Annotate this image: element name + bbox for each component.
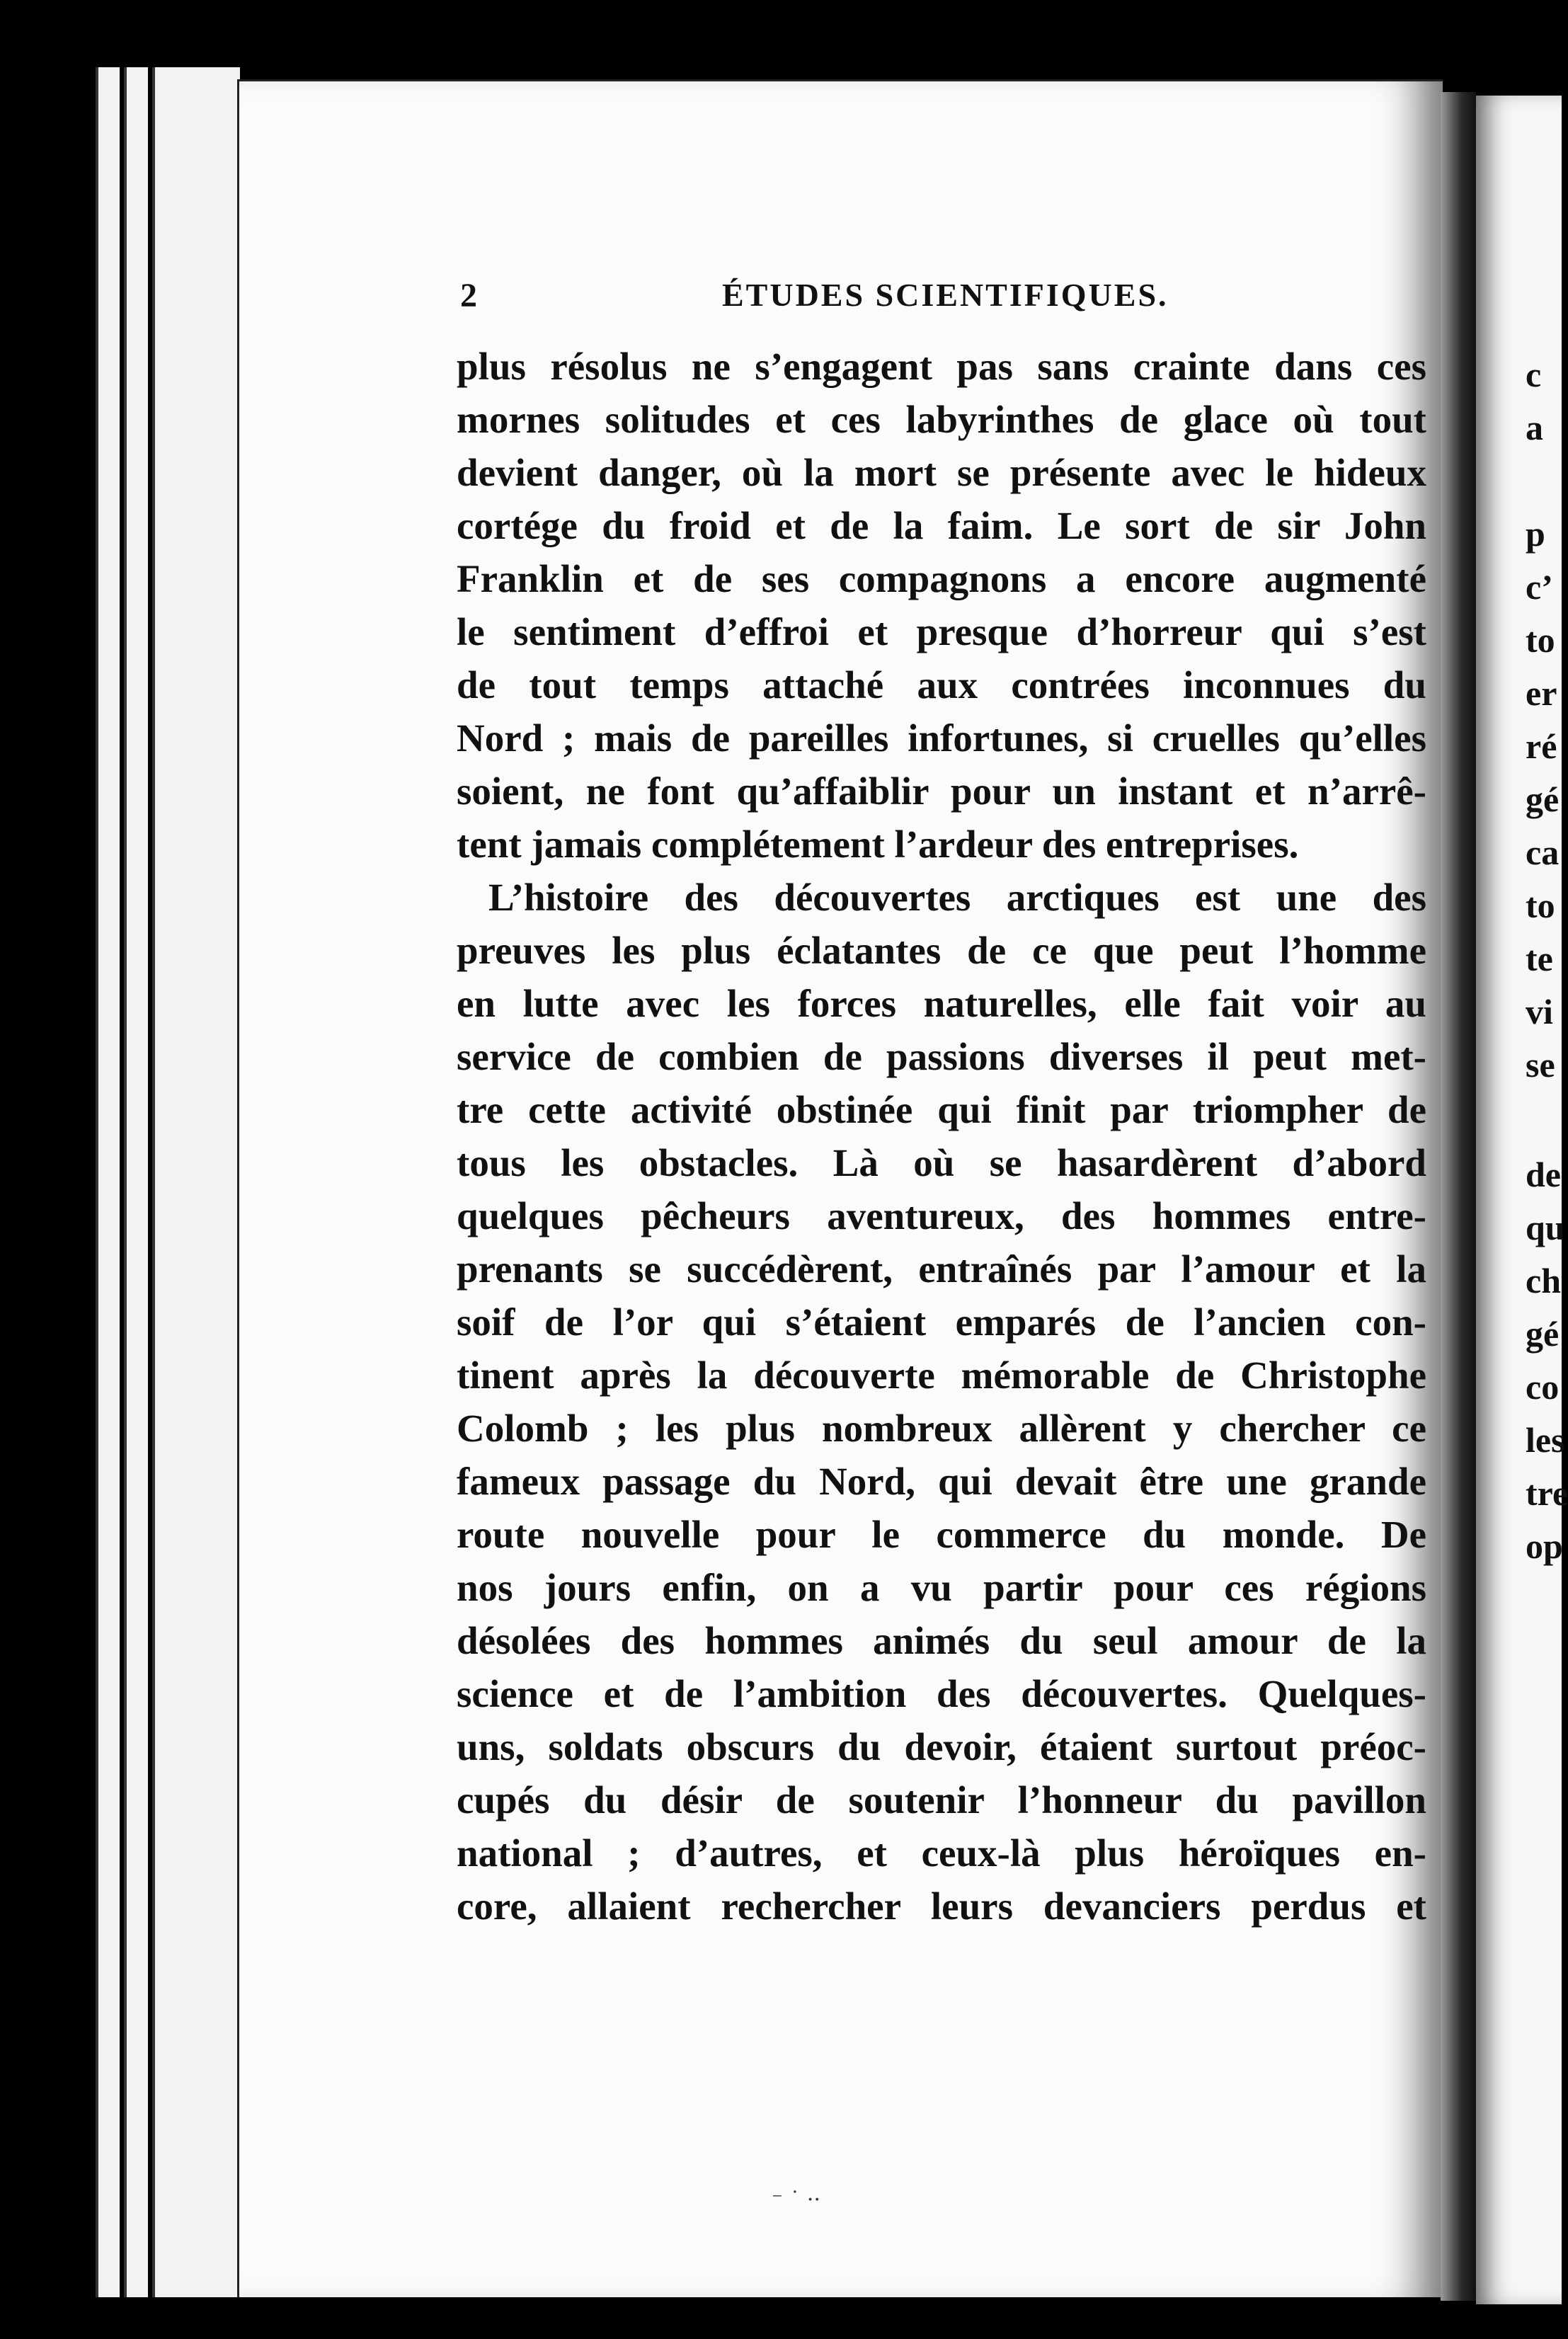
next-page-fragment: tre: [1526, 1473, 1568, 1513]
next-page-fragment: to: [1526, 886, 1555, 925]
text-line: quelques pêcheurs aventureux, des hommes entre-: [457, 1194, 1426, 1237]
text-line: prenants se succédèrent, entraînés par l’amour et la: [457, 1247, 1426, 1291]
next-page-fragment: vi: [1526, 992, 1553, 1031]
next-page-fragment: to: [1526, 620, 1555, 660]
text-line: uns, soldats obscurs du devoir, étaient surtout préoc-: [457, 1725, 1426, 1768]
text-line: tre cette activité obstinée qui finit par triompher de: [457, 1088, 1426, 1131]
text-line: mornes solitudes et ces labyrinthes de glace où tout: [457, 398, 1426, 441]
page-number: 2: [460, 277, 477, 314]
text-line: soient, ne font qu’affaiblir pour un instant et n’arrê-: [457, 770, 1426, 813]
text-line: tous les obstacles. Là où se hasardèrent d’abord: [457, 1141, 1426, 1184]
text-line: désolées des hommes animés du seul amour de la: [457, 1619, 1426, 1662]
text-line: national ; d’autres, et ceux-là plus héroïques en-: [457, 1831, 1426, 1875]
next-page-fragment: er: [1526, 673, 1557, 713]
body-text: [457, 340, 1426, 1933]
text-line: core, allaient rechercher leurs devanciers perdus et: [457, 1885, 1426, 1928]
page-header: [460, 276, 1437, 326]
next-page-fragment: co: [1526, 1367, 1560, 1407]
text-line: science et de l’ambition des découvertes. Quelques-: [457, 1672, 1426, 1715]
next-page-fragment: les: [1526, 1420, 1565, 1460]
text-line: devient danger, où la mort se présente avec le hideux: [457, 451, 1426, 494]
next-page-fragment: c’: [1526, 567, 1553, 607]
next-page-fragment: p: [1526, 514, 1545, 554]
text-line: plus résolus ne s’engagent pas sans crainte dans ces: [457, 345, 1426, 388]
next-page-fragment: gé: [1526, 779, 1560, 819]
book-gutter: [1441, 92, 1476, 2301]
next-page-fragment: ch: [1526, 1261, 1561, 1300]
text-line: tent jamais complétement l’ardeur des entreprises.: [457, 823, 1299, 866]
next-page-fragment: ré: [1526, 726, 1557, 766]
next-page-fragment: te: [1526, 939, 1553, 978]
text-line: cortége du froid et de la faim. Le sort de sir John: [457, 504, 1426, 547]
next-page-fragment: de: [1526, 1155, 1561, 1194]
page-edge: [124, 67, 148, 2297]
text-line: fameux passage du Nord, qui devait être une grande: [457, 1460, 1426, 1503]
page-edge: [152, 67, 240, 2297]
next-page-fragment: a: [1526, 408, 1543, 447]
page-edge: [96, 67, 120, 2297]
next-page-fragment: qu: [1526, 1208, 1565, 1247]
next-page-fragment: ca: [1526, 833, 1560, 872]
next-page-fragment: gé: [1526, 1314, 1560, 1354]
text-line: le sentiment d’effroi et presque d’horreur qui s’est: [457, 610, 1426, 653]
text-line: de tout temps attaché aux contrées inconnues du: [457, 663, 1426, 707]
text-line: service de combien de passions diverses il peut met-: [457, 1035, 1426, 1078]
text-line: Franklin et de ses compagnons a encore augmenté: [457, 557, 1426, 600]
text-line: soif de l’or qui s’étaient emparés de l’ancien con-: [457, 1300, 1426, 1344]
text-line: tinent après la découverte mémorable de Christophe: [457, 1354, 1426, 1397]
running-head: ÉTUDES SCIENTIFIQUES.: [722, 277, 1169, 313]
text-line: preuves les plus éclatantes de ce que peut l’homme: [457, 929, 1426, 972]
paragraph-start-line: L’histoire des découvertes arctiques est une des: [488, 876, 1426, 919]
text-line: nos jours enfin, on a vu partir pour ces régions: [457, 1566, 1426, 1609]
next-page-fragment: op: [1526, 1526, 1563, 1566]
next-page-fragment: se: [1526, 1045, 1555, 1085]
text-line: en lutte avec les forces naturelles, elle fait voir au: [457, 982, 1426, 1025]
text-line: Colomb ; les plus nombreux allèrent y chercher ce: [457, 1407, 1426, 1450]
text-line: Nord ; mais de pareilles infortunes, si cruelles qu’elles: [457, 716, 1426, 760]
scan-specks: ⁻ ˙ ··: [772, 2188, 820, 2212]
text-line: cupés du désir de soutenir l’honneur du pavillon: [457, 1778, 1426, 1822]
next-page-fragment: c: [1526, 355, 1542, 394]
text-line: route nouvelle pour le commerce du monde. De: [457, 1513, 1426, 1556]
right-page-fragment: [1476, 96, 1562, 2304]
